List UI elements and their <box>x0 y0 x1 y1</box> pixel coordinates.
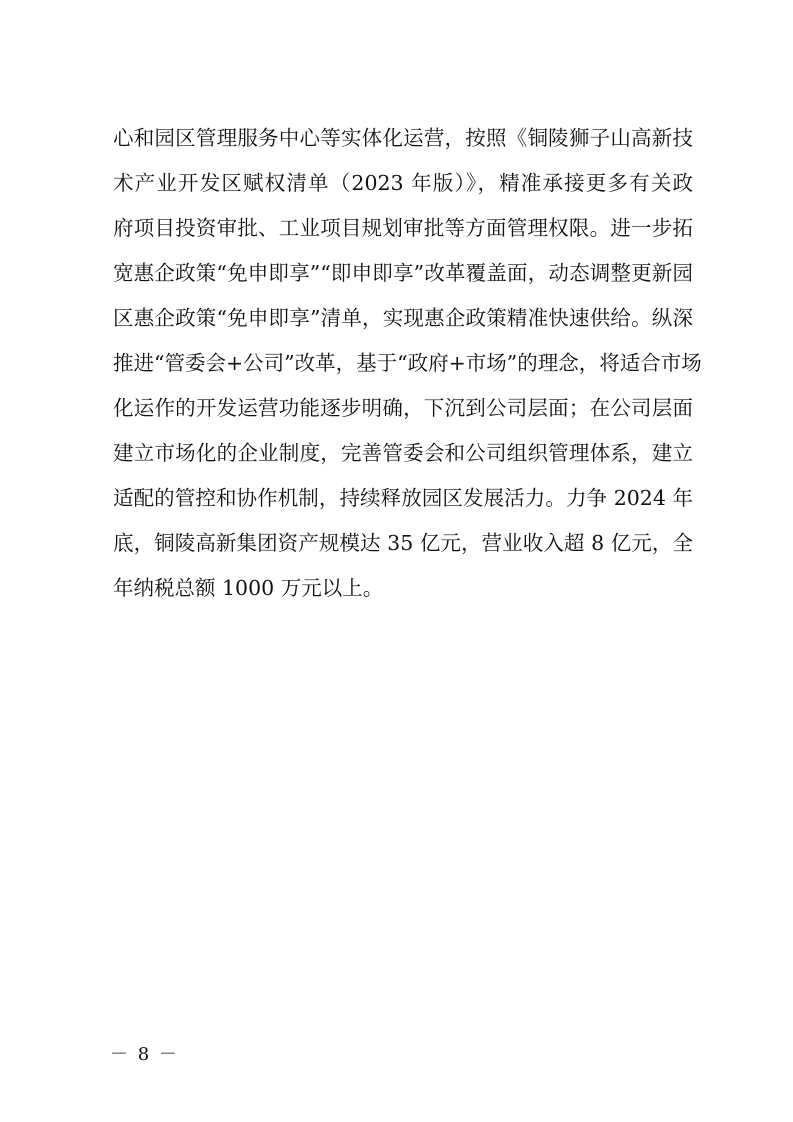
paragraph-line: 区惠企政策“免申即享”清单，实现惠企政策精准快速供给。纵深 <box>113 306 693 330</box>
paragraph-line: 宽惠企政策“免申即享”“即申即享”改革覆盖面，动态调整更新园 <box>113 261 693 285</box>
body-paragraph <box>113 116 702 611</box>
paragraph-line: 术产业开发区赋权清单（2023 年版）》，精准承接更多有关政 <box>113 171 693 195</box>
paragraph-line: 心和园区管理服务中心等实体化运营，按照《铜陵狮子山高新技 <box>113 126 693 150</box>
paragraph-line: 化运作的开发运营功能逐步明确，下沉到公司层面；在公司层面 <box>113 396 693 420</box>
paragraph-line: 建立市场化的企业制度，完善管委会和公司组织管理体系，建立 <box>113 441 693 465</box>
page-number: － 8 － <box>110 1044 179 1065</box>
paragraph-line: 推进“管委会+公司”改革，基于“政府+市场”的理念，将适合市场 <box>113 351 702 375</box>
paragraph-line: 府项目投资审批、工业项目规划审批等方面管理权限。进一步拓 <box>113 216 693 240</box>
paragraph-line: 底，铜陵高新集团资产规模达 35 亿元，营业收入超 8 亿元，全 <box>113 531 693 555</box>
paragraph-line-last: 年纳税总额 1000 万元以上。 <box>113 576 384 600</box>
paragraph-line: 适配的管控和协作机制，持续释放园区发展活力。力争 2024 年 <box>113 486 693 510</box>
